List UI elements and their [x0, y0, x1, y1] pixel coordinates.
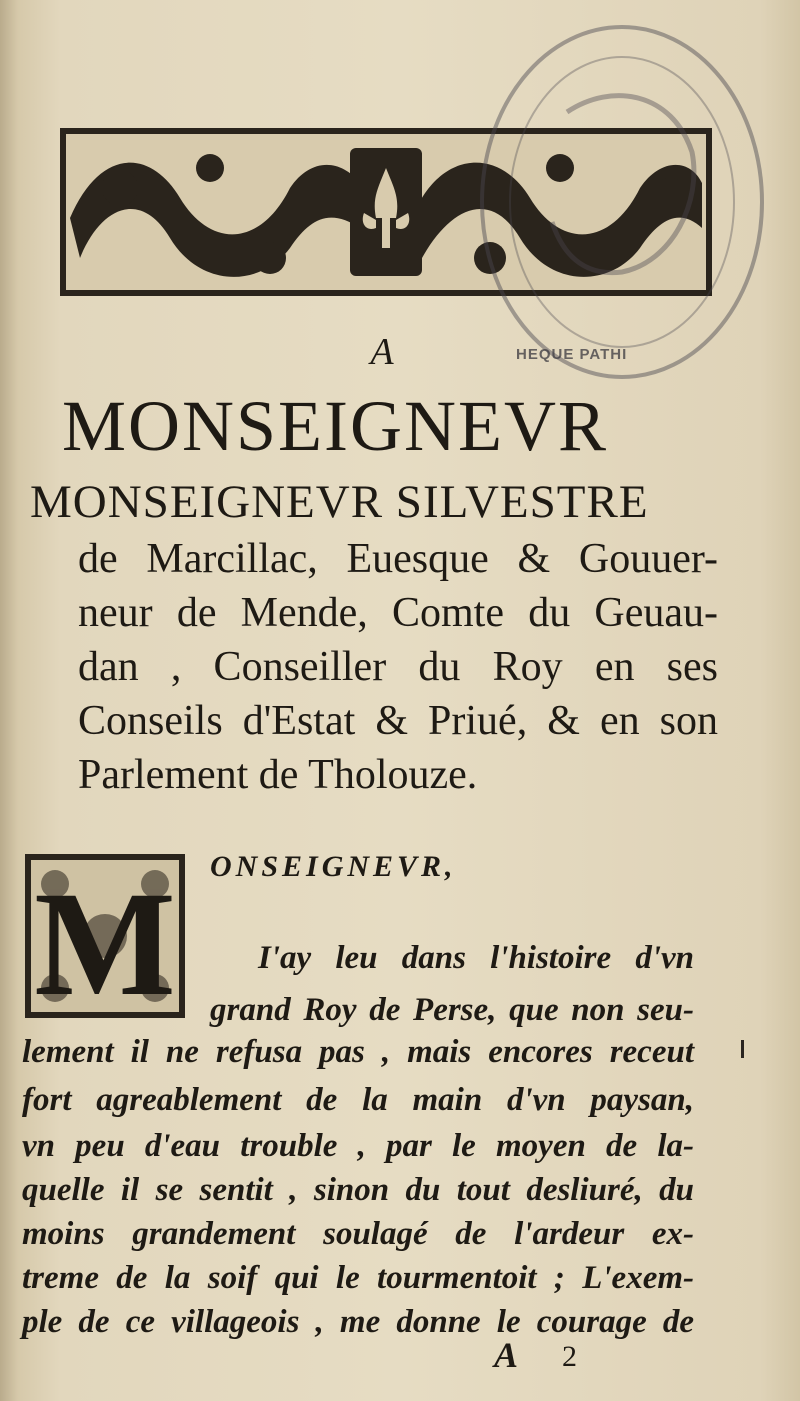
body-line: vn peu d'eau trouble , par le moyen de la- — [22, 1128, 694, 1164]
dedication-subtitle: MONSEIGNEVR SILVESTRE — [30, 476, 649, 528]
body-line: ple de ce villageois , me donne le courage de — [22, 1304, 694, 1340]
body-line: I'ay leu dans l'histoire d'vn — [258, 940, 694, 976]
address-line: de Marcillac, Euesque & Gouuer- — [78, 536, 718, 582]
body-line: lement il ne refusa pas , mais encores receut — [22, 1034, 694, 1070]
address-line: neur de Mende, Comte du Geuau- — [78, 590, 718, 636]
body-line: moins grandement soulagé de l'ardeur ex- — [22, 1216, 694, 1252]
drop-cap-letter: M — [34, 861, 176, 1018]
library-stamp — [472, 12, 774, 392]
body-line: grand Roy de Perse, que non seu- — [210, 992, 694, 1028]
address-line: Conseils d'Estat & Priué, & en son — [78, 698, 718, 744]
dedication-a: A — [370, 331, 394, 373]
page-number: 2 — [562, 1340, 577, 1373]
address-line: dan , Conseiller du Roy en ses — [78, 644, 718, 690]
stamp-text: HEQUE PATHI — [516, 346, 628, 363]
drop-cap — [25, 854, 185, 1018]
body-line: fort agreablement de la main d'vn paysan, — [22, 1082, 694, 1118]
signature-mark: A — [494, 1335, 519, 1375]
margin-mark — [741, 1040, 744, 1058]
salutation: ONSEIGNEVR, — [210, 850, 457, 883]
address-line: Parlement de Tholouze. — [78, 752, 478, 798]
dedication-title: MONSEIGNEVR — [62, 386, 609, 466]
body-line: quelle il se sentit , sinon du tout desliuré, du — [22, 1172, 694, 1208]
body-line: treme de la soif qui le tourmentoit ; L'exem- — [22, 1260, 694, 1296]
